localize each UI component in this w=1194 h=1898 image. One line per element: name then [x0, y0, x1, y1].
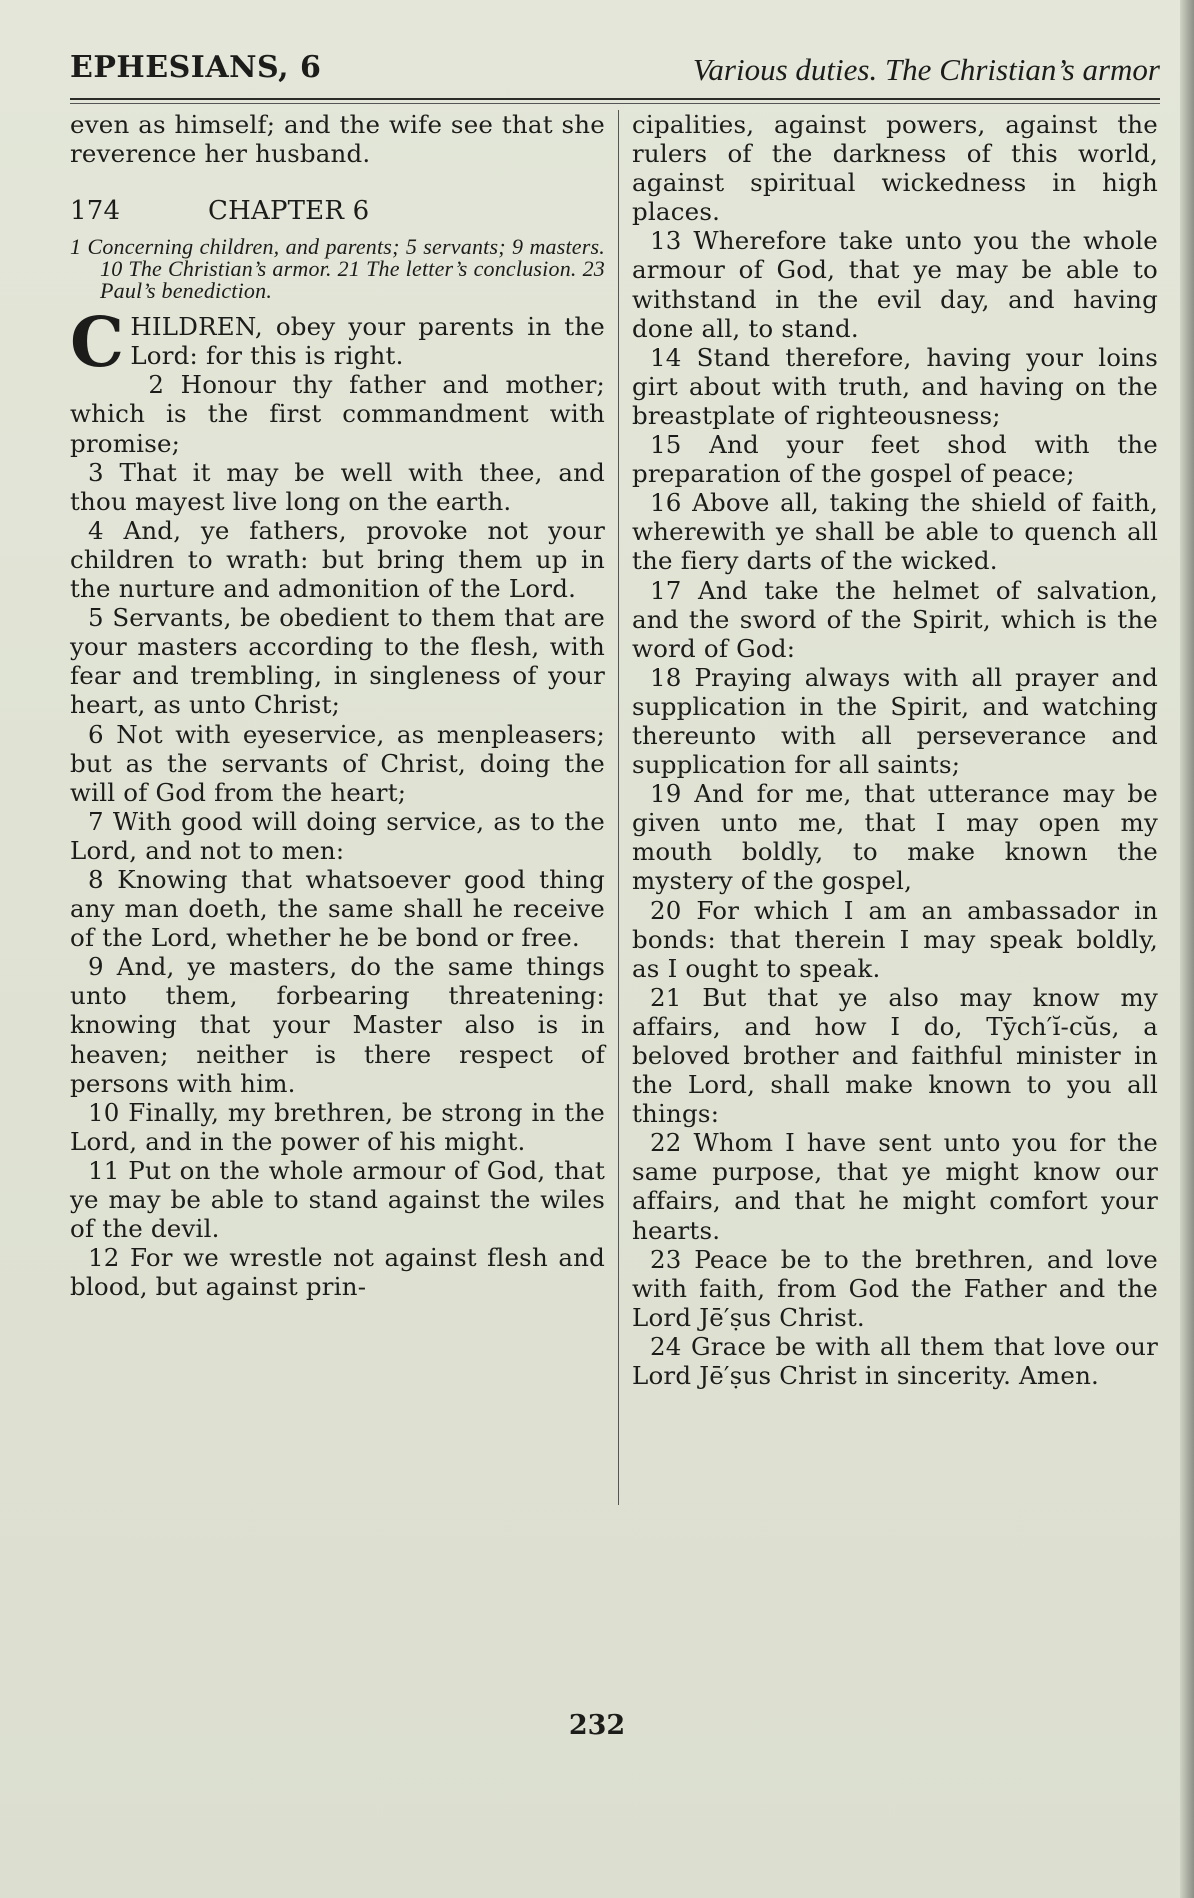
verse-8: 8 Knowing that whatsoever good thing any man doeth, the same shall he receive of the Lord, whether he be bond or free.: [70, 864, 605, 953]
chapter-title: CHAPTER 6: [208, 196, 370, 227]
page-header: [70, 50, 1160, 100]
verse-15: 15 And your feet shod with the preparation of the gospel of peace;: [632, 430, 1158, 489]
verse-12-continued: cipalities, against powers, against the rulers of the darkness of this world, against spiritual wickedness in high places.: [632, 110, 1158, 227]
verse-16: 16 Above all, taking the shield of faith, wherewith ye shall be able to quench all the fiery darts of the wicked.: [632, 488, 1158, 576]
chapter-heading: [70, 196, 605, 226]
column-divider: [618, 110, 619, 1505]
previous-chapter-continuation: even as himself; and the wife see that she reverence her husband.: [70, 110, 605, 169]
running-title: Various duties. The Christian’s armor: [692, 52, 1160, 87]
page-edge: [1180, 0, 1194, 1898]
verse-18: 18 Praying always with all prayer and supplication in the Spirit, and watching thereunto with all perseverance and supplication for all saints;: [632, 662, 1158, 780]
verse-13: 13 Wherefore take unto you the whole armour of God, that ye may be able to withstand in the evil day, and having done all, to stand.: [632, 226, 1158, 343]
verse-6: 6 Not with eyeservice, as menpleasers; but as the servants of Christ, doing the will of God from the heart;: [70, 719, 605, 807]
verse-19: 19 And for me, that utterance may be given unto me, that I may open my mouth boldly, to make known the mystery of the gospel,: [632, 779, 1158, 896]
verse-11: 11 Put on the whole armour of God, that ye may be able to stand against the wiles of the devil.: [70, 1155, 605, 1244]
chapter-reference-number: 174: [70, 196, 121, 227]
verse-12: 12 For we wrestle not against flesh and blood, but against prin-: [70, 1243, 605, 1302]
verse-2: 2 Honour thy father and mother; which is the first commandment with promise;: [70, 370, 605, 458]
verse-22: 22 Whom I have sent unto you for the same purpose, that ye might know our affairs, and that he might comfort your hearts.: [632, 1128, 1158, 1245]
verse-1: [70, 303, 605, 384]
verse-3: 3 That it may be well with thee, and thou mayest live long on the earth.: [70, 457, 605, 516]
verse-21: 21 But that ye also may know my affairs, and how I do, Tȳch′ĭ-cŭs, a beloved brother and faithful minister in the Lord, shall make known to you all things:: [632, 982, 1158, 1129]
right-column: [632, 110, 1158, 1390]
verse-17: 17 And take the helmet of salvation, and the sword of the Spirit, which is the word of God:: [632, 575, 1158, 663]
book-chapter-heading: EPHESIANS, 6: [70, 50, 322, 85]
verse-1-text: HILDREN, obey your parents in the Lord: for this is right.: [130, 312, 605, 371]
verse-20: 20 For which I am an ambassador in bonds: that therein I may speak boldly, as I ought to speak.: [632, 895, 1158, 983]
verse-14: 14 Stand therefore, having your loins girt about with truth, and having on the breastplate of righteousness;: [632, 342, 1158, 430]
verse-5: 5 Servants, be obedient to them that are your masters according to the flesh, with fear and trembling, in singleness of your heart, as unto Christ;: [70, 603, 605, 720]
header-rule-thin: [70, 103, 1160, 104]
left-column: [70, 110, 605, 1301]
verse-24: 24 Grace be with all them that love our Lord Jē′ṣus Christ in sincerity. Amen.: [632, 1331, 1158, 1391]
chapter-summary: 1 Concerning children, and parents; 5 servants; 9 masters. 10 The Christian’s armor. 21 The letter’s conclusion. 23 Paul’s benediction.: [70, 234, 605, 304]
verse-9: 9 And, ye masters, do the same things unto them, forbearing threatening: knowing that your Master also is in heaven; neither is there respect of persons with him.: [70, 952, 605, 1098]
verse-4: 4 And, ye fathers, provoke not your children to wrath: but bring them up in the nurture and admonition of the Lord.: [70, 515, 605, 604]
verse-23: 23 Peace be to the brethren, and love with faith, from God the Father and the Lord Jē′ṣus Christ.: [632, 1244, 1158, 1332]
verse-10: 10 Finally, my brethren, be strong in the Lord, and in the power of his might.: [70, 1097, 605, 1156]
page-number: 232: [568, 1710, 626, 1741]
drop-cap: C: [70, 303, 125, 384]
verse-7: 7 With good will doing service, as to the Lord, and not to men:: [70, 806, 605, 865]
header-rule: [70, 98, 1160, 100]
